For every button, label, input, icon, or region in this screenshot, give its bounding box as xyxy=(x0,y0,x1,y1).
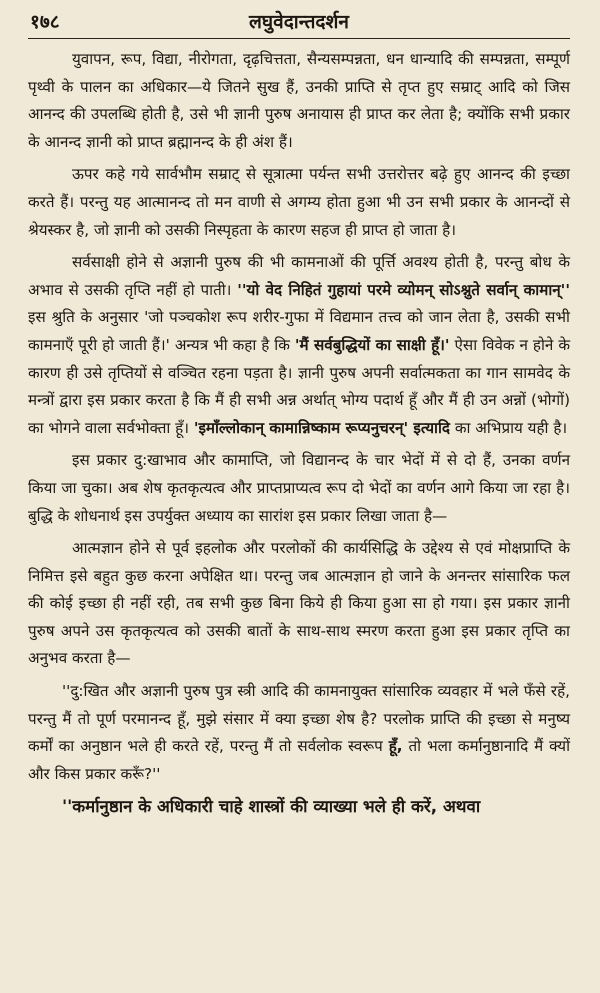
paragraph-1: युवापन, रूप, विद्या, नीरोगता, दृढ़चित्तता, सैन्यसम्पन्नता, धन धान्यादि की सम्पन्नता, सम्पूर्ण पृथ्वी के पालन का अधिकार—ये जितने सुख हैं, उनकी प्राप्ति से तृप्त हुए सम्राट् आदि को जिस आनन्द की उपलब्धि होती है, उसे भी ज्ञानी पुरुष अनायास ही प्राप्त कर लेता है; क्योंकि सभी प्रकार के आनन्द ज्ञानी को प्राप्त ब्रह्मानन्द के ही अंश हैं। xyxy=(28,50,570,151)
quote-1 xyxy=(28,678,570,788)
shruti-quote: ''यो वेद निहितं गुहायां परमे व्योमन् सोऽश्नुते सर्वान् कामान्'' xyxy=(237,280,570,299)
paragraph-3-text-g: का अभिप्राय यही है। xyxy=(450,418,568,437)
paragraph-3 xyxy=(28,249,570,442)
witness-quote: 'मैं सर्वबुद्धियों का साक्षी हूँ।' xyxy=(294,335,450,354)
header-rule xyxy=(28,38,570,39)
page-header xyxy=(28,0,570,46)
samaveda-quote: 'इमाँल्लोकान् कामान्निष्काम रूप्यनुचरन्' इत्यादि xyxy=(193,418,450,437)
quote-1-text-b: हूँ, xyxy=(388,737,403,756)
paragraph-2: ऊपर कहे गये सार्वभौम सम्राट् से सूत्रात्मा पर्यन्त सभी उत्तरोत्तर बढ़े हुए आनन्द की इच्छा करते हैं। परन्तु यह आत्मानन्द तो मन वाणी से अगम्य होता हुआ भी उन सभी प्रकार के आनन्दों से श्रेयस्कर है, जो ज्ञानी को उसकी निस्पृहता के कारण सहज ही प्राप्त हो जाता है। xyxy=(28,165,570,239)
paragraph-3-text-a: सर्वसाक्षी होने से अज्ञानी पुरुष की भी कामनाओं की पूर्त्ति अवश्य होती है, परन्तु बोध के अभाव से उसकी तृप्ति नहीं हो पाती। xyxy=(28,253,570,299)
quote-1-text-c: तो भला कर्मानुष्ठानादि मैं क्यों और किस प्रकार करूँ?'' xyxy=(28,737,571,783)
paragraph-3-text-e: ऐसा विवेक न होने के कारण ही उसे तृप्तियों से वञ्चित रहना पड़ता है। ज्ञानी पुरुष अपनी सर्वात्मकता का गान सामवेद के मन्त्रों द्वारा इस प्रकार करता है कि मैं ही सभी अन्न अर्थात् भोग्य पदार्थ हूँ और मैं ही उन अन्नों (भोगों) का भोगने वाला सर्वभोक्ता हूँ। xyxy=(28,335,570,437)
paragraph-5: आत्मज्ञान होने से पूर्व इहलोक और परलोकों की कार्यसिद्धि के उद्देश्य से एवं मोक्षप्राप्ति के निमित्त इसे बहुत कुछ करना अपेक्षित था। परन्तु जब आत्मज्ञान हो जाने के अनन्तर सांसारिक फल की कोई इच्छा ही नहीं रही, तब सभी कुछ बिना किये ही किया हुआ सा हो गया। इस प्रकार ज्ञानी पुरुष अपने उस कृतकृत्यत्व को उसकी बातों के साथ-साथ स्मरण करता हुआ इस प्रकार तृप्ति का अनुभव करता है— xyxy=(28,539,570,668)
paragraph-4: इस प्रकार दु:खाभाव और कामाप्ति, जो विद्यानन्द के चार भेदों में से दो हैं, उनका वर्णन किया जा चुका। अब शेष कृतकृत्यत्व और प्राप्तप्राप्यत्व रूप दो भेदों का वर्णन आगे किया जा रहा है। बुद्धि के शोधनार्थ इस उपर्युक्त अध्याय का सारांश इस प्रकार लिखा जाता है— xyxy=(28,451,570,525)
quote-2: ''कर्मानुष्ठान के अधिकारी चाहे शास्त्रों की व्याख्या भले ही करें, अथवा xyxy=(62,796,481,817)
quote-1-text-a: ''दु:खित और अज्ञानी पुरुष पुत्र स्त्री आदि की कामनायुक्त सांसारिक व्यवहार में भले फँसे रहें, परन्तु मैं तो पूर्ण परमानन्द हूँ, मुझे संसार में क्या इच्छा शेष है? परलोक प्राप्ति की इच्छा से मनुष्य कर्मों का अनुष्ठान भले ही करते रहें, परन्तु मैं तो सर्वलोक स्वरूप xyxy=(28,682,570,756)
paragraph-3-text-c: इस श्रुति के अनुसार 'जो पञ्चकोश रूप शरीर-गुफा में विद्यमान तत्त्व को जान लेता है, उसकी सभी कामनाएँ पूरी हो जाती हैं।' अन्यत्र भी कहा है कि xyxy=(28,308,570,354)
page-number: १७८ xyxy=(30,11,60,33)
running-title: लघुवेदान्तदर्शन xyxy=(249,11,349,33)
